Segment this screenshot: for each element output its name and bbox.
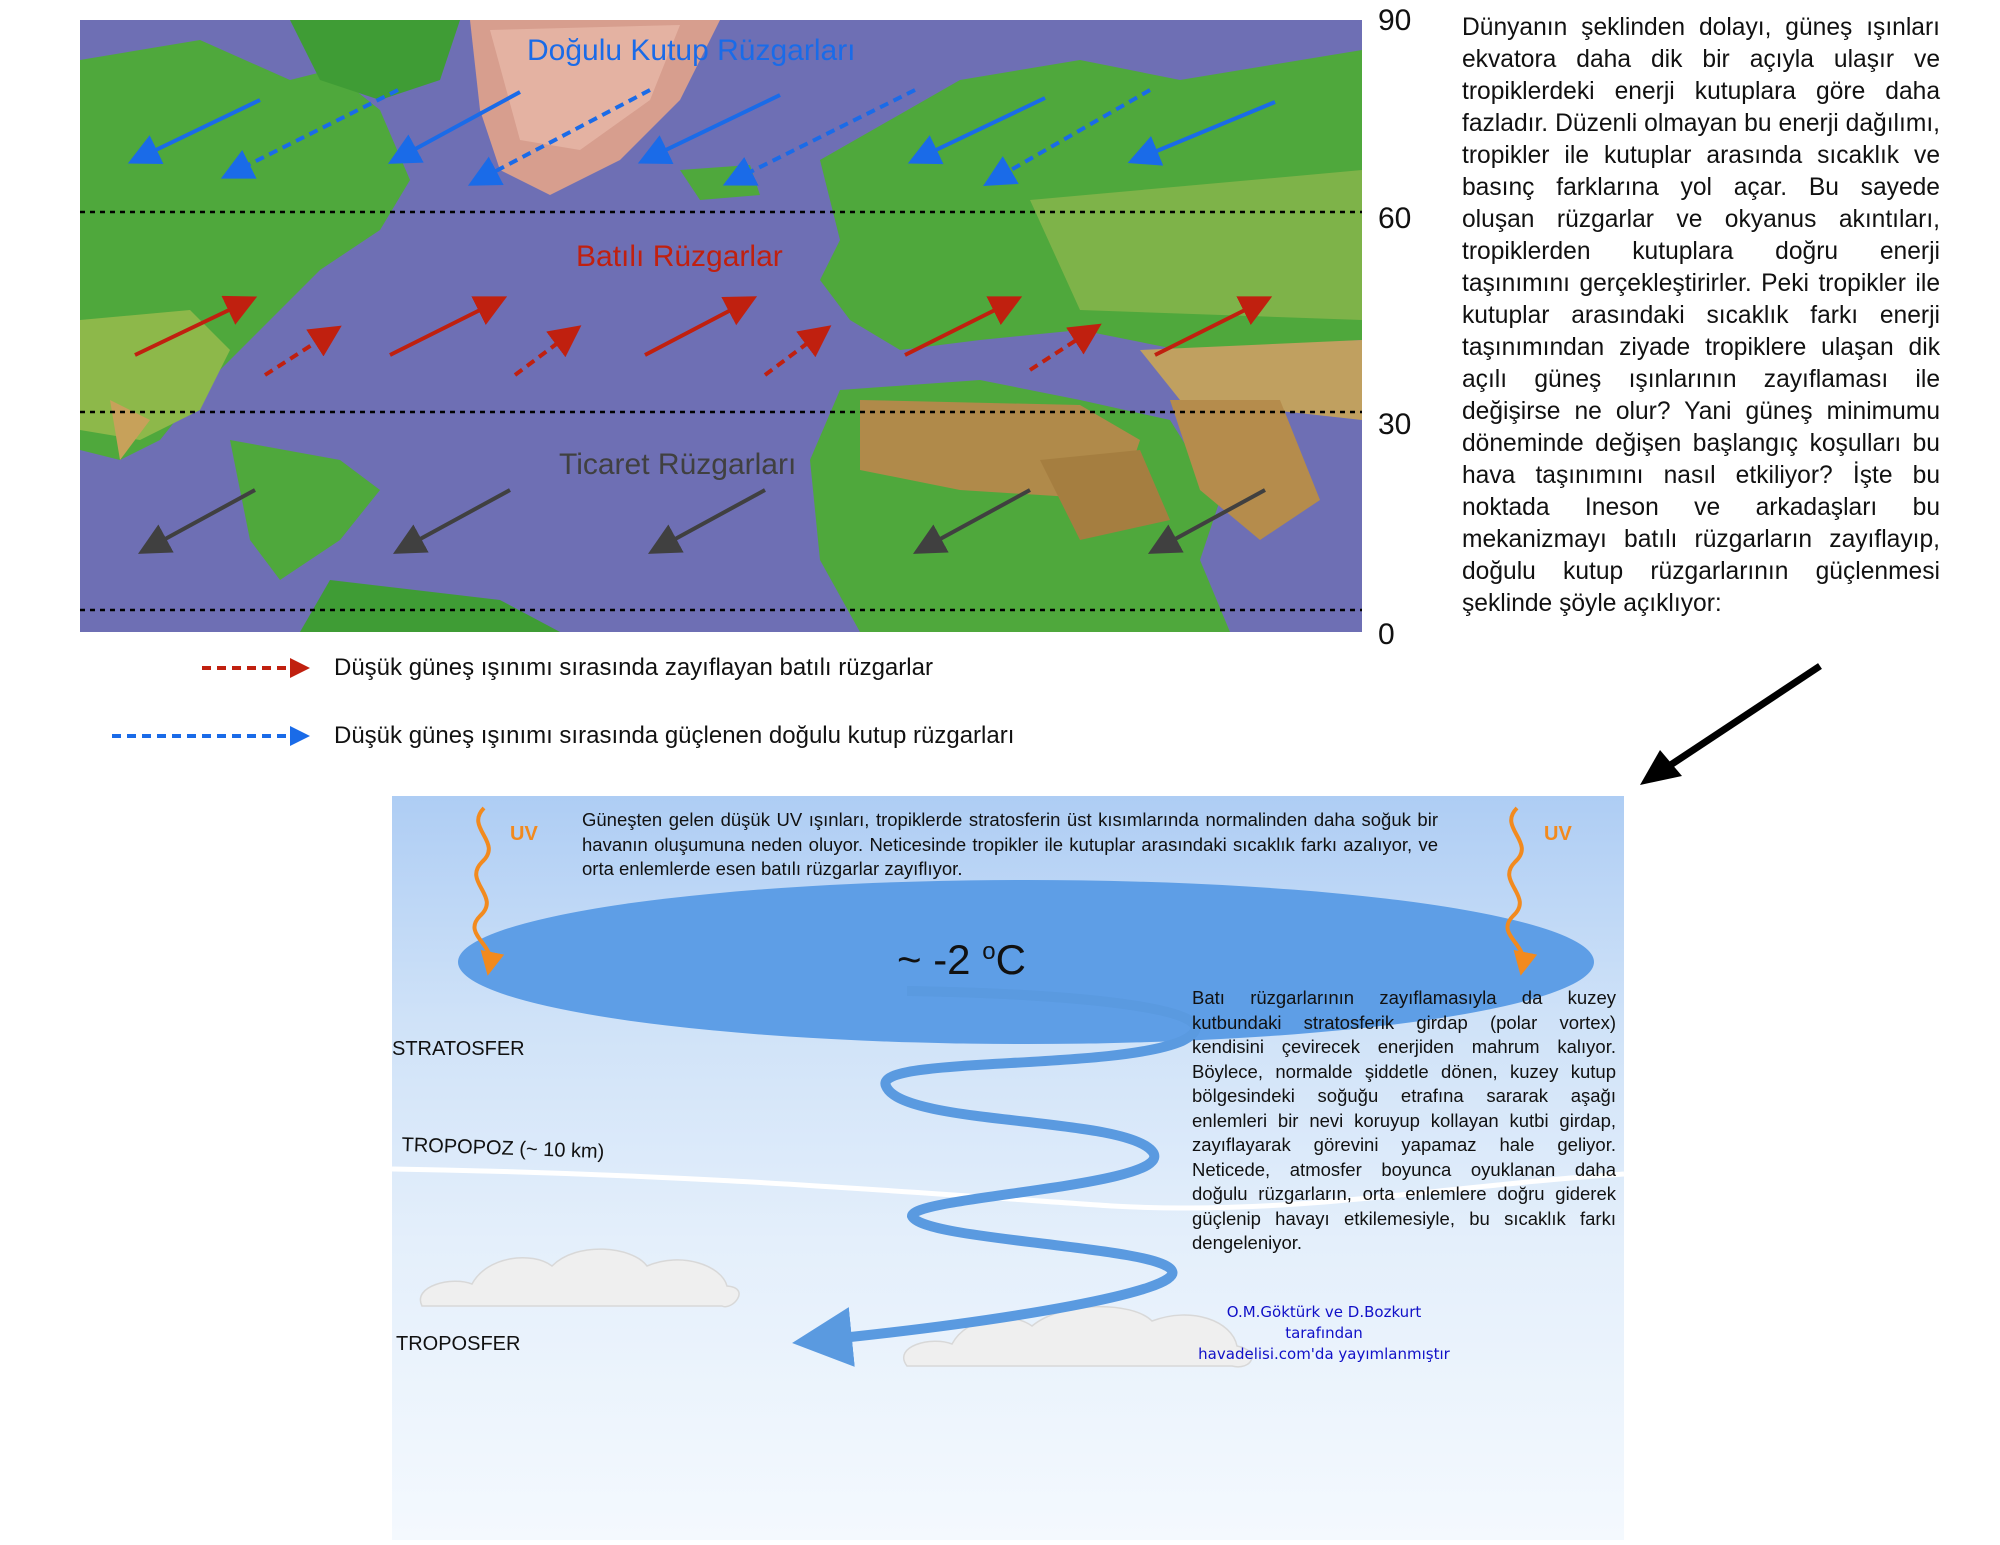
blue-dashed-arrow-icon	[110, 724, 312, 748]
polar-vortex-explanation-text: Batı rüzgarlarının zayıflamasıyla da kuzey kutbundaki stratosferik girdap (polar vortex) kendisini çevirecek enerjiden mahrum kalıyor. Böylece, normalde şiddetle dönen, kuzey kutup bölgesindeki soğuğu etrafına sararak aşağı enlemleri bir nevi koruyup kollayan kutbi girdap, zayıflayarak görevini yapamaz hale geliyor. Neticede, atmosfer boyunca oyuklanan daha doğulu rüzgarların, orta enlemlere doğru giderek güçlenip havayı etkilemesiyle, bu sıcaklık farkı dengeleniyor.	[1192, 987, 1616, 1253]
uv-label-right: UV	[1544, 823, 1572, 845]
credit-by: tarafından	[1285, 1324, 1363, 1342]
stratosphere-label: STRATOSFER	[392, 1038, 525, 1060]
cloud-left-icon	[420, 1249, 739, 1307]
trade-winds-label: Ticaret Rüzgarları	[559, 448, 797, 481]
legend-strengthened-easterlies	[110, 722, 1014, 750]
atmosphere-diagram	[392, 796, 1624, 1540]
credit-publisher: havadelisi.com'da yayımlanmıştır	[1198, 1345, 1450, 1363]
temperature-value: ~ -2	[897, 936, 971, 983]
wind-map	[80, 20, 1362, 632]
westerlies-label: Batılı Rüzgarlar	[576, 240, 783, 273]
legend-weakened-westerlies-text: Düşük güneş ışınımı sırasında zayıflayan batılı rüzgarlar	[334, 654, 933, 681]
temperature-unit: C	[995, 936, 1026, 983]
latitude-label-60: 60	[1378, 202, 1412, 235]
temperature-label	[897, 936, 1026, 984]
legend-weakened-westerlies	[200, 654, 933, 682]
black-arrow-icon	[1620, 652, 1840, 802]
temperature-degree: o	[982, 938, 996, 965]
polar-easterlies-label: Doğulu Kutup Rüzgarları	[527, 34, 856, 67]
latitude-label-0: 0	[1378, 618, 1395, 651]
troposphere-label: TROPOSFER	[396, 1333, 521, 1355]
credit-authors: O.M.Göktürk ve D.Bozkurt	[1226, 1303, 1422, 1321]
tropopause-label: TROPOPOZ (~ 10 km)	[401, 1134, 605, 1164]
uv-explanation-text: Güneşten gelen düşük UV ışınları, tropiklerde stratosferin üst kısımlarında normalinden daha soğuk bir havanın oluşumuna neden oluyor. Neticesinde tropikler ile kutuplar arasındaki sıcaklık farkı azalıyor, ve orta enlemlerde esen batılı rüzgarlar zayıflıyor.	[582, 809, 1438, 879]
latitude-label-90: 90	[1378, 4, 1412, 37]
world-map-image	[80, 20, 1362, 632]
intro-paragraph: Dünyanın şeklinden dolayı, güneş ışınları ekvatora daha dik bir açıyla ulaşır ve tropiklerdeki enerji kutuplara göre daha fazladır. Düzenli olmayan bu enerji dağılımı, tropikler ile kutuplar arasında sıcaklık ve basınç farklarına yol açar. Bu sayede oluşan rüzgarlar ve okyanus akıntıları, tropiklerden kutuplara doğru enerji taşınımını gerçekleştirirler. Peki tropikler ile kutuplar arasındaki sıcaklık farkı enerji taşınımından ziyade tropiklere ulaşan dik açılı güneş ışınlarının zayıflaması ile değişirse ne olur? Yani güneş minimumu döneminde değişen başlangıç koşulları bu hava taşınımını nasıl etkiliyor? İşte bu noktada Ineson ve arkadaşları bu mekanizmayı batılı rüzgarların zayıflayıp, doğulu kutup rüzgarlarının güçlenmesi şeklinde şöyle açıklıyor:	[1462, 14, 1940, 617]
uv-label-left: UV	[510, 823, 538, 845]
latitude-label-30: 30	[1378, 408, 1412, 441]
red-dashed-arrow-icon	[200, 656, 312, 680]
legend-strengthened-easterlies-text: Düşük güneş ışınımı sırasında güçlenen doğulu kutup rüzgarları	[334, 722, 1015, 749]
credit-text	[1174, 1302, 1474, 1365]
